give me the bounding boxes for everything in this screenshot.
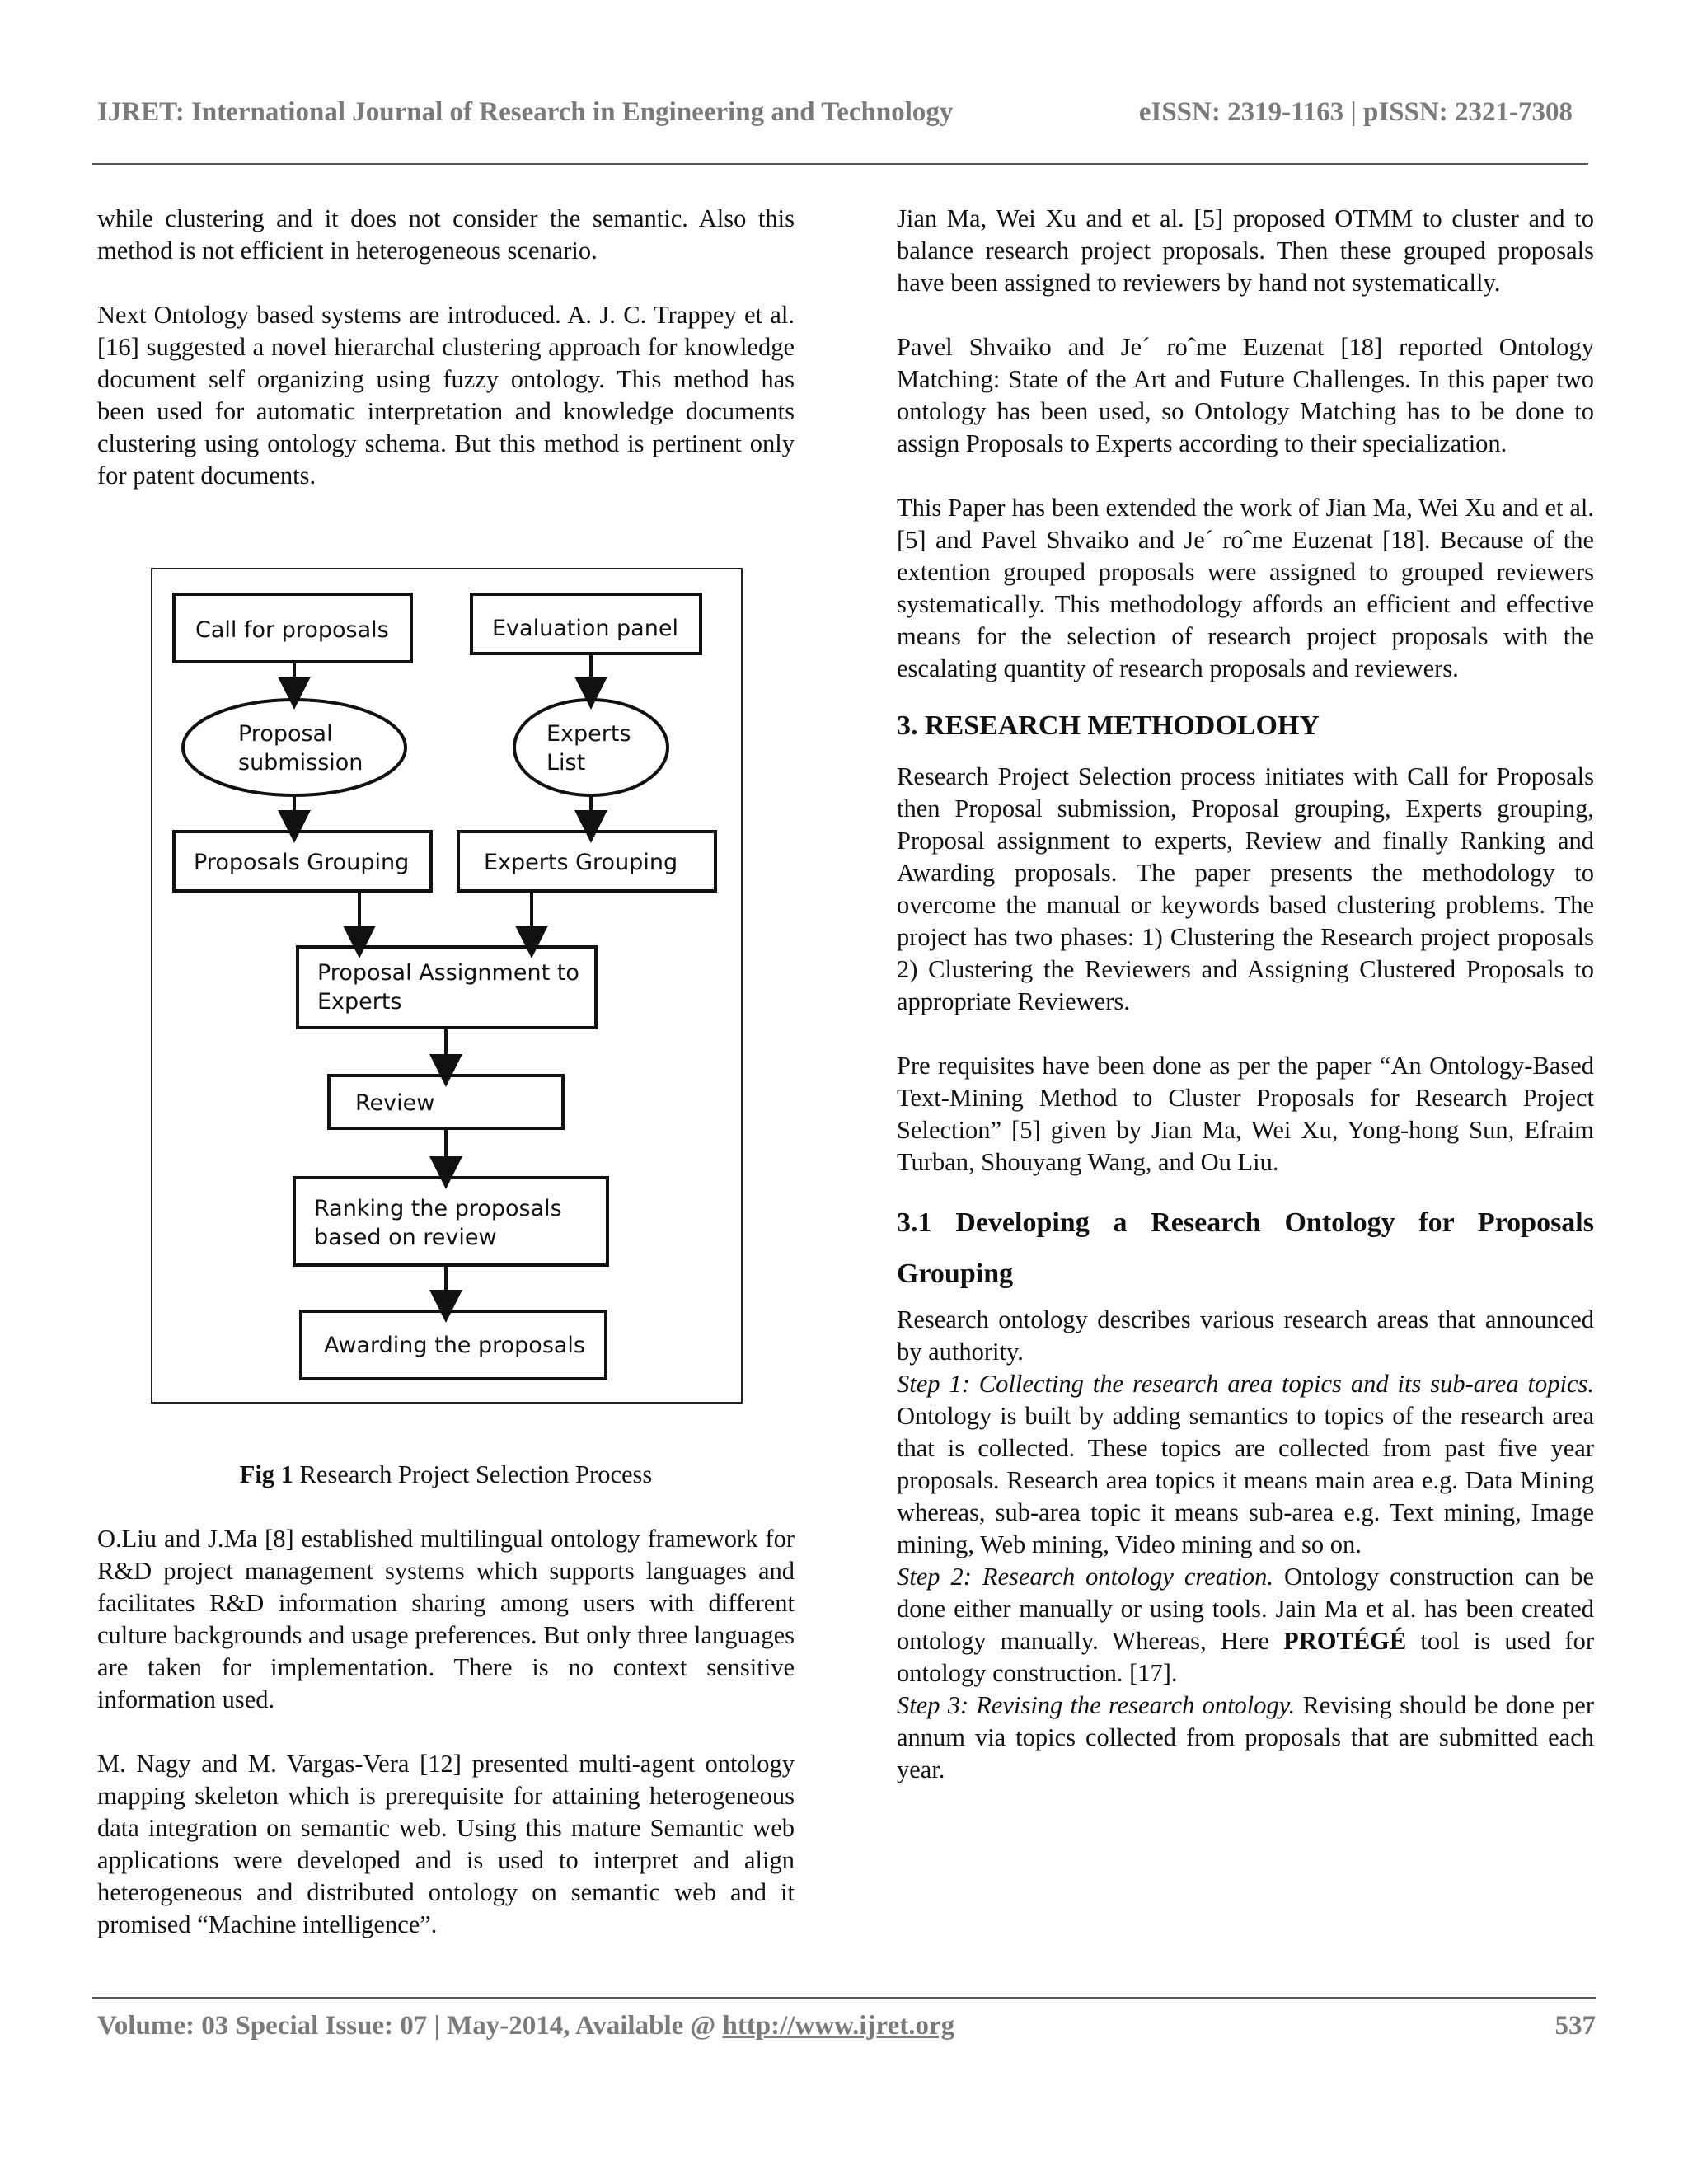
label-review: Review [355, 1090, 435, 1116]
label-experts-list-line1: Experts [546, 721, 631, 747]
footer-volume-text: Volume: 03 Special Issue: 07 | May-2014, Available @ [97, 2011, 723, 2041]
right-paragraph-3: This Paper has been extended the work of Jian Ma, Wei Xu and et al. [5] and Pavel Shvaiko and Je´ roˆme Euzenat [18]. Because of the extention grouped proposals were assigned to grouped reviewers systematically. This methodology affords an efficient and effective means for the selection of research project proposals with the escalating quantity of research proposals and reviewers. [897, 494, 1594, 682]
left-paragraph-2: Next Ontology based systems are introduced. A. J. C. Trappey et al. [16] suggested a novel hierarchal clustering approach for knowledge document self organizing using fuzzy ontology. This method has been used for automatic interpretation and knowledge documents clustering using ontology schema. But this method is pertinent only for patent documents. [97, 301, 795, 490]
page-footer [97, 2011, 1596, 2041]
figure-caption [97, 1459, 795, 1491]
right-paragraph-6: Research ontology describes various research areas that announced by authority. [897, 1305, 1594, 1366]
left-paragraph-3: O.Liu and J.Ma [8] established multilingual ontology framework for R&D project management systems which supports languages and facilitates R&D information sharing among users with different culture backgrounds and usage preferences. But only three languages are taken for implementation. There is no context sensitive information used. [97, 1525, 795, 1713]
label-experts-grouping: Experts Grouping [484, 850, 678, 875]
figure-frame [151, 568, 743, 1404]
label-submission-line2: submission [238, 750, 363, 776]
node-experts-list [514, 700, 668, 795]
footer-volume [97, 2011, 954, 2041]
step-1 [897, 1368, 1594, 1561]
issn: eISSN: 2319-1163 | pISSN: 2321-7308 [1138, 97, 1573, 127]
left-paragraph-1: while clustering and it does not consider the semantic. Also this method is not efficient in heterogeneous scenario. [97, 204, 795, 265]
page-header [97, 97, 1573, 128]
step-3-text: Revising should be done per annum via topics collected from proposals that are submitted each year. [897, 1691, 1594, 1783]
page-number: 537 [1554, 2011, 1596, 2041]
right-paragraph-5: Pre requisites have been done as per the paper “An Ontology-Based Text-Mining Method to Cluster Proposals for Research Project Selection” [5] given by Jian Ma, Wei Xu, Yong-hong Sun, Efraim Turban, Shouyang Wang, and Ou Liu. [897, 1052, 1594, 1176]
label-ranking-line1: Ranking the proposals [314, 1196, 562, 1221]
step-1-text: Ontology is built by adding semantics to topics of the research area that is collected. These topics are collected from past five year proposals. Research area topics it means main area e.g. Data Mining whereas, sub-area topic it means sub-area e.g. Text mining, Image mining, Web mining, Video mining and so on. [897, 1402, 1594, 1558]
step-3 [897, 1690, 1594, 1786]
step-3-label: Step 3: Revising the research ontology. [897, 1691, 1296, 1719]
label-awarding: Awarding the proposals [324, 1333, 585, 1358]
right-column [897, 203, 1594, 1786]
step-2 [897, 1561, 1594, 1690]
flowchart [152, 569, 741, 1402]
label-ranking-line2: based on review [314, 1225, 497, 1250]
journal-title: IJRET: International Journal of Research in Engineering and Technology [97, 97, 954, 127]
header-rule [92, 163, 1588, 165]
subsection-heading-line1: 3.1 Developing a Research Ontology for Proposals [897, 1207, 1594, 1238]
node-proposal-submission [183, 700, 406, 795]
footer-rule [92, 1997, 1596, 1999]
section-heading-3: 3. RESEARCH METHODOLOHY [897, 710, 1320, 741]
node-proposal-assignment [298, 947, 596, 1028]
journal-link[interactable]: http://www.ijret.org [722, 2011, 955, 2041]
protege-bold: PROTÉGÉ [1283, 1627, 1407, 1655]
step-1-label: Step 1: Collecting the research area topics and its sub-area topics. [897, 1370, 1594, 1398]
label-proposals-grouping: Proposals Grouping [194, 850, 410, 875]
right-paragraph-2: Pavel Shvaiko and Je´ roˆme Euzenat [18] reported Ontology Matching: State of the Art and Future Challenges. In this paper two ontology has been used, so Ontology Matching has to be done to assign Proposals to Experts according to their specialization. [897, 333, 1594, 457]
label-assignment-line1: Proposal Assignment to [317, 960, 579, 986]
label-assignment-line2: Experts [317, 989, 402, 1015]
subsection-heading-line2: Grouping [897, 1258, 1014, 1289]
right-paragraph-4: Research Project Selection process initiates with Call for Proposals then Proposal submission, Proposal grouping, Experts grouping, Proposal assignment to experts, Review and finally Ranking and Awarding proposals. The paper presents the methodology to overcome the manual or keywords based clustering problems. The project has two phases: 1) Clustering the Research project proposals 2) Clustering the Reviewers and Assigning Clustered Proposals to appropriate Reviewers. [897, 762, 1594, 1015]
left-paragraph-4: M. Nagy and M. Vargas-Vera [12] presented multi-agent ontology mapping skeleton which is prerequisite for attaining heterogeneous data integration on semantic web. Using this mature Semantic web applications were developed and is used to interpret and align heterogeneous and distributed ontology on semantic web and it promised “Machine intelligence”. [97, 1750, 795, 1938]
step-2-label: Step 2: Research ontology creation. [897, 1563, 1274, 1591]
caption-label: Fig 1 [239, 1460, 293, 1488]
node-ranking [294, 1178, 607, 1265]
label-evaluation-panel: Evaluation panel [492, 616, 678, 641]
right-paragraph-1: Jian Ma, Wei Xu and et al. [5] proposed OTMM to cluster and to balance research project proposals. Then these grouped proposals have been assigned to reviewers by hand not systematically. [897, 204, 1594, 297]
step-2-text-b: tool is used for ontology construction. [17]. [897, 1627, 1594, 1687]
left-column-lower [97, 1523, 795, 1941]
label-call-for-proposals: Call for proposals [195, 617, 389, 643]
step-2-text-a: Ontology construction can be done either manually or using tools. Jain Ma et al. has been created ontology manually. Whereas, Here [897, 1563, 1594, 1655]
label-experts-list-line2: List [546, 750, 586, 776]
left-column [97, 203, 795, 492]
label-submission-line1: Proposal [238, 721, 333, 747]
caption-text: Research Project Selection Process [293, 1460, 653, 1488]
